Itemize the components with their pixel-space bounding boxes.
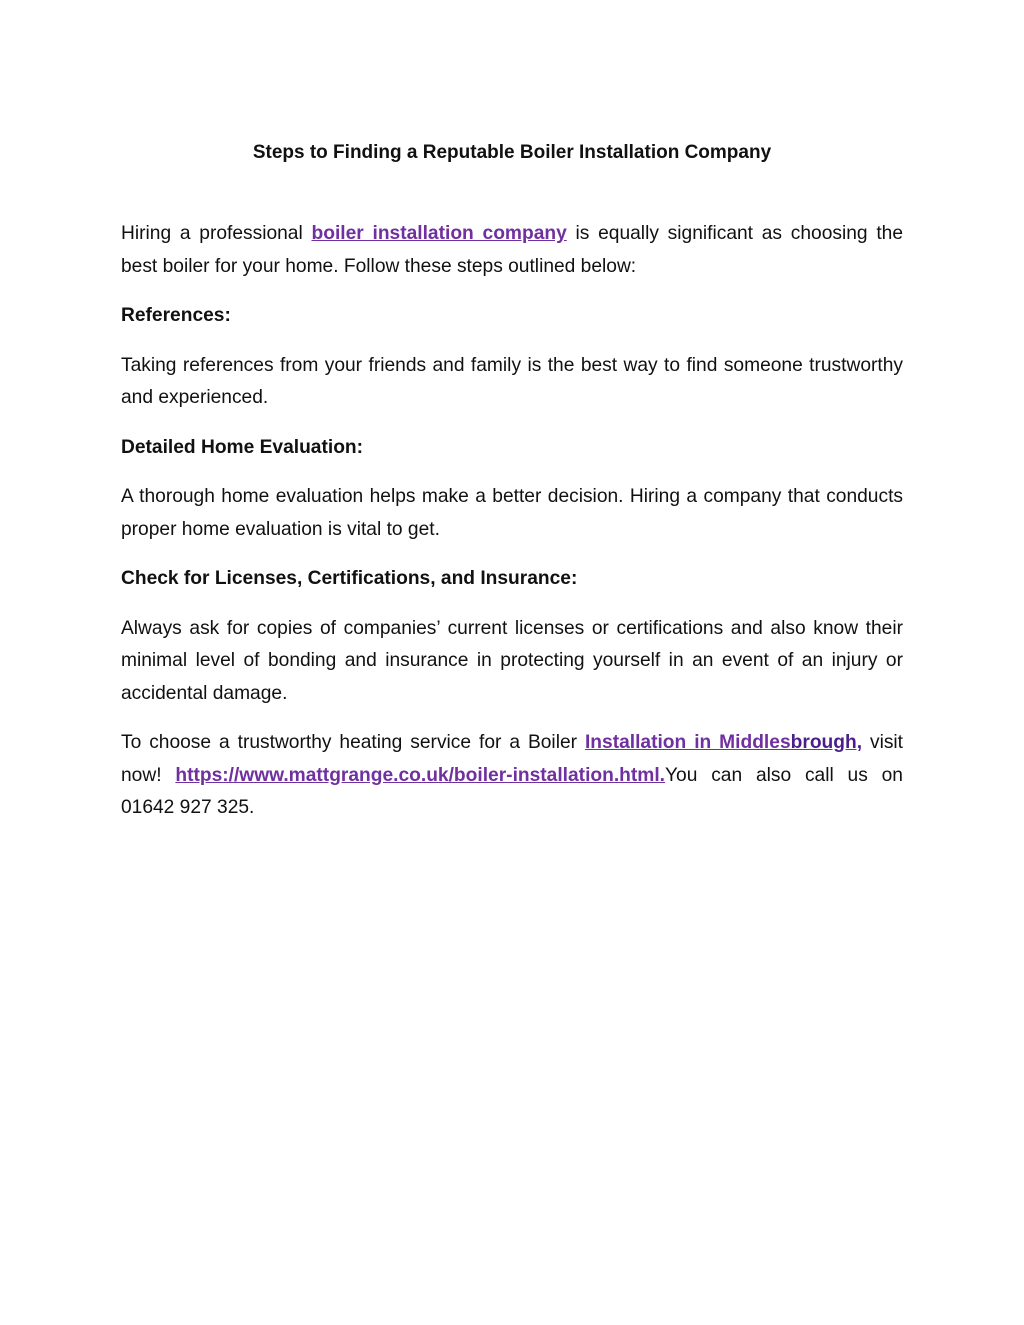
boiler-installation-company-link[interactable]: boiler installation company — [311, 223, 567, 244]
closing-text-after: You can also call us on 01642 927 325. — [121, 764, 903, 818]
references-paragraph: Taking references from your friends and family is the best way to find someone trustworthy and experienced. — [121, 354, 903, 408]
licenses-heading: Check for Licenses, Certifications, and Insurance: — [121, 568, 578, 589]
references-heading: References: — [121, 305, 231, 326]
home-evaluation-paragraph: A thorough home evaluation helps make a better decision. Hiring a company that conducts proper home evaluation is vital to get. — [121, 486, 903, 540]
closing-text-before: To choose a trustworthy heating service for a Boiler — [121, 732, 585, 753]
intro-text-before: Hiring a professional — [121, 223, 312, 244]
home-evaluation-heading: Detailed Home Evaluation: — [121, 436, 364, 458]
mattgrange-url-link[interactable]: https://www.mattgrange.co.uk/boiler-installation.html. — [175, 764, 666, 786]
intro-text-after: is equally significant as choosing the best boiler for your home. Follow these steps outlined below: — [121, 223, 903, 277]
closing-text-middle: visit now! — [121, 732, 904, 786]
document-title: Steps to Finding a Reputable Boiler Installation Company — [252, 142, 772, 163]
document-body — [121, 218, 903, 842]
installation-middlesbrough-link[interactable] — [585, 732, 862, 753]
intro-paragraph — [121, 218, 903, 283]
closing-paragraph — [121, 727, 903, 825]
licenses-paragraph: Always ask for copies of companies’ current licenses or certifications and also know their minimal level of bonding and insurance in protecting yourself in an event of an injury or accidental damage. — [121, 617, 903, 704]
installation-middlesbrough-link-part1: Installation in Middles — [584, 732, 791, 753]
installation-middlesbrough-link-part2: brough, — [790, 732, 863, 753]
